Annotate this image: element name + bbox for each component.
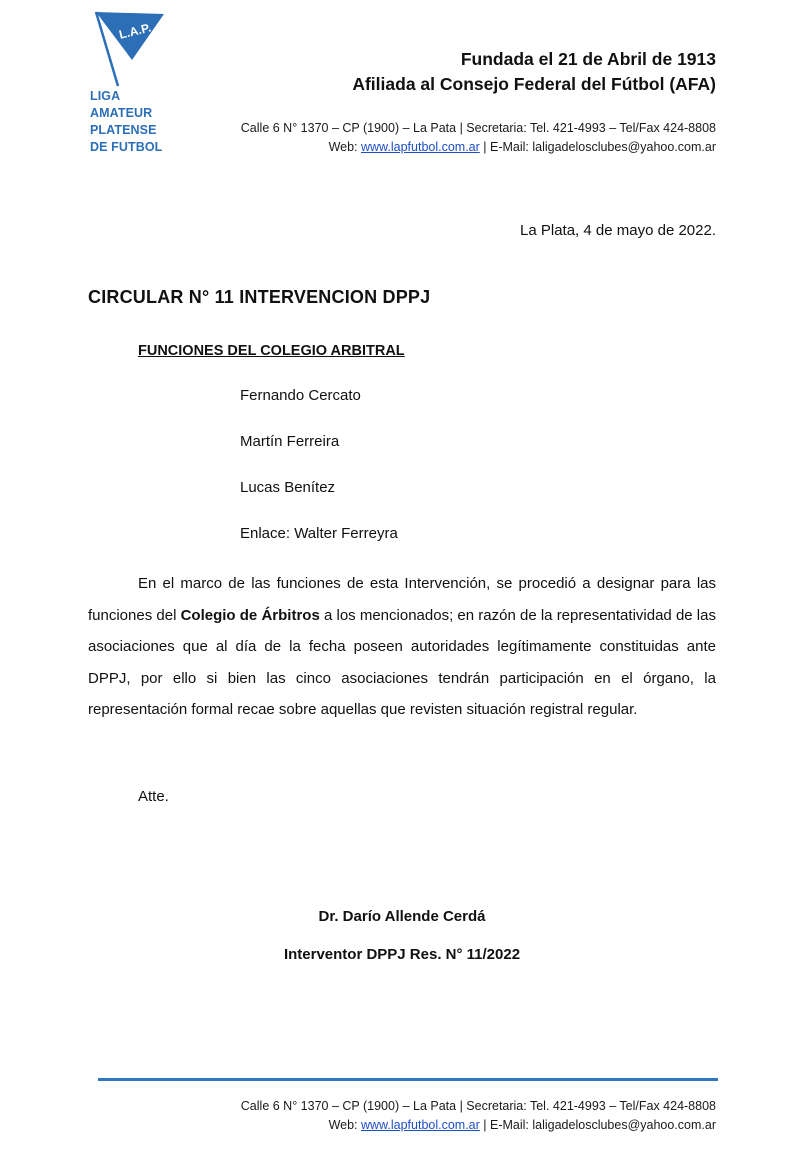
paragraph-bold: Colegio de Árbitros [180, 606, 320, 624]
web-label: Web: [328, 140, 361, 154]
web-link[interactable]: www.lapfutbol.com.ar [361, 1118, 480, 1132]
paragraph-text: a los mencionados; en razón de la representatividad de las asociaciones que al día de la fecha poseen autoridades legítimamente constituidas ante DPPJ, por ello si bien las cinco asociaciones tendrán participación en el órgano, la representación formal recae sobre aquellas que revisten situación registral regular. [88, 606, 716, 718]
body-paragraph [88, 568, 716, 726]
member-item: Enlace: Walter Ferreyra [240, 525, 398, 542]
web-label: Web: [328, 1118, 361, 1132]
league-name-line: DE FUTBOL [90, 140, 163, 154]
league-name-line: PLATENSE [90, 123, 157, 137]
footer-address: Calle 6 N° 1370 – CP (1900) – La Pata | Secretaria: Tel. 421-4993 – Tel/Fax 424-8808 [240, 1099, 716, 1113]
signature-name: Dr. Darío Allende Cerdá [318, 908, 486, 925]
flag-icon [84, 8, 184, 88]
section-title: FUNCIONES DEL COLEGIO ARBITRAL [138, 343, 405, 359]
league-name-line: AMATEUR [90, 106, 153, 120]
league-logo [84, 8, 184, 160]
header-contact [329, 140, 716, 154]
closing: Atte. [138, 788, 169, 805]
signature-title: Interventor DPPJ Res. N° 11/2022 [283, 946, 521, 963]
member-item: Fernando Cercato [240, 387, 361, 404]
flag-text: L.A.P. [117, 20, 153, 42]
web-link[interactable]: www.lapfutbol.com.ar [361, 140, 480, 154]
footer-divider [98, 1078, 718, 1081]
member-item: Martín Ferreira [240, 433, 340, 450]
league-name [90, 88, 162, 156]
member-item: Lucas Benítez [240, 479, 336, 496]
email-text: | E-Mail: laligadelosclubes@yahoo.com.ar [479, 1118, 716, 1132]
email-text: | E-Mail: laligadelosclubes@yahoo.com.ar [479, 140, 716, 154]
affiliation-line: Afiliada al Consejo Federal del Fútbol (AFA) [352, 74, 716, 94]
footer-contact [329, 1118, 716, 1132]
paragraph-text: En el marco de las funciones de esta Intervención, se procedió a designar para las funciones del [88, 575, 716, 624]
circular-title: CIRCULAR N° 11 INTERVENCION DPPJ [88, 287, 431, 307]
league-name-line: LIGA [90, 89, 121, 103]
founded-line: Fundada el 21 de Abril de 1913 [460, 49, 716, 69]
header-address: Calle 6 N° 1370 – CP (1900) – La Pata | Secretaria: Tel. 421-4993 – Tel/Fax 424-8808 [240, 121, 716, 135]
letter-date: La Plata, 4 de mayo de 2022. [520, 222, 716, 239]
